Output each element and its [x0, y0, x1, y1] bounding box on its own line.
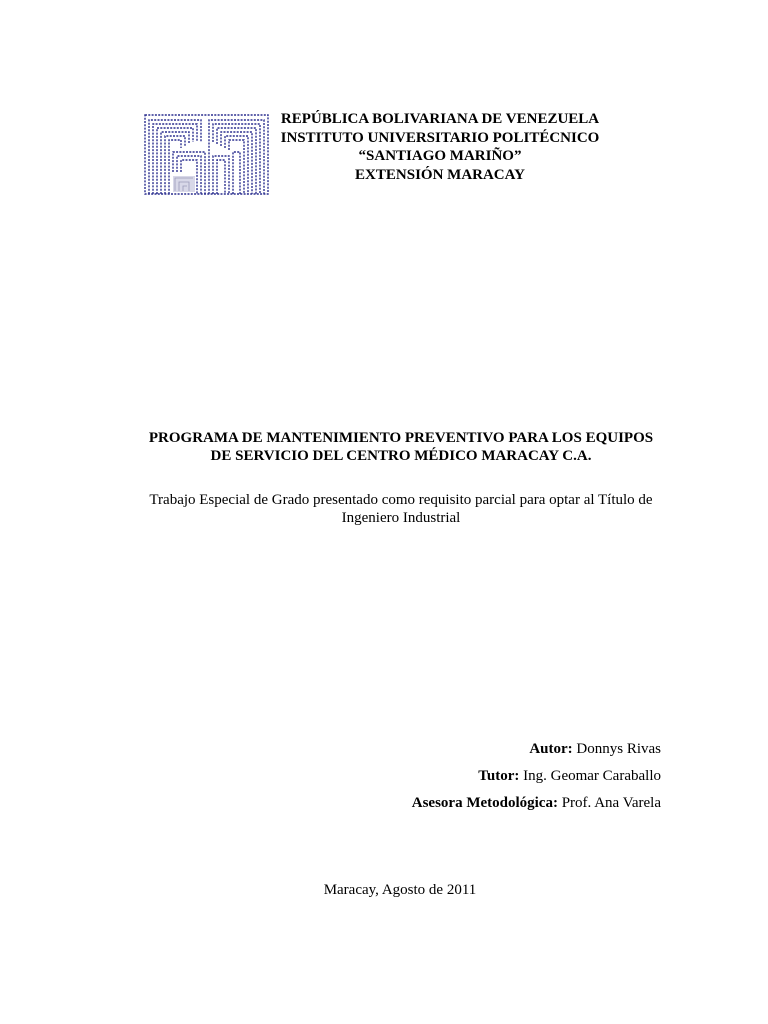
author-label: Autor: [529, 741, 573, 757]
institute-logo-icon [143, 112, 270, 196]
place-date: Maracay, Agosto de 2011 [323, 882, 477, 898]
advisor-label: Asesora Metodológica: [411, 795, 558, 811]
document-title [100, 429, 702, 465]
author-line [241, 740, 661, 767]
advisor-line [241, 794, 661, 821]
tutor-line [241, 767, 661, 794]
institution-header [270, 110, 610, 184]
header-extension: EXTENSIÓN MARACAY [355, 166, 525, 183]
title-line-2: DE SERVICIO DEL CENTRO MÉDICO MARACAY C.A. [210, 448, 592, 464]
subtitle-line-2: Ingeniero Industrial [341, 510, 461, 526]
subtitle-line-1: Trabajo Especial de Grado presentado como requisito parcial para optar al Título de [149, 492, 653, 508]
tutor-value: Ing. Geomar Caraballo [523, 768, 661, 784]
header-country: REPÚBLICA BOLIVARIANA DE VENEZUELA [280, 111, 600, 127]
header-institute-name: “SANTIAGO MARIÑO” [358, 148, 522, 164]
credits-block [241, 740, 661, 821]
document-subtitle [100, 491, 702, 527]
advisor-value: Prof. Ana Varela [561, 795, 661, 811]
author-value: Donnys Rivas [576, 741, 661, 757]
title-line-1: PROGRAMA DE MANTENIMIENTO PREVENTIVO PARA LOS EQUIPOS [148, 430, 654, 446]
tutor-label: Tutor: [478, 768, 520, 784]
header-institute: INSTITUTO UNIVERSITARIO POLITÉCNICO [280, 129, 600, 146]
